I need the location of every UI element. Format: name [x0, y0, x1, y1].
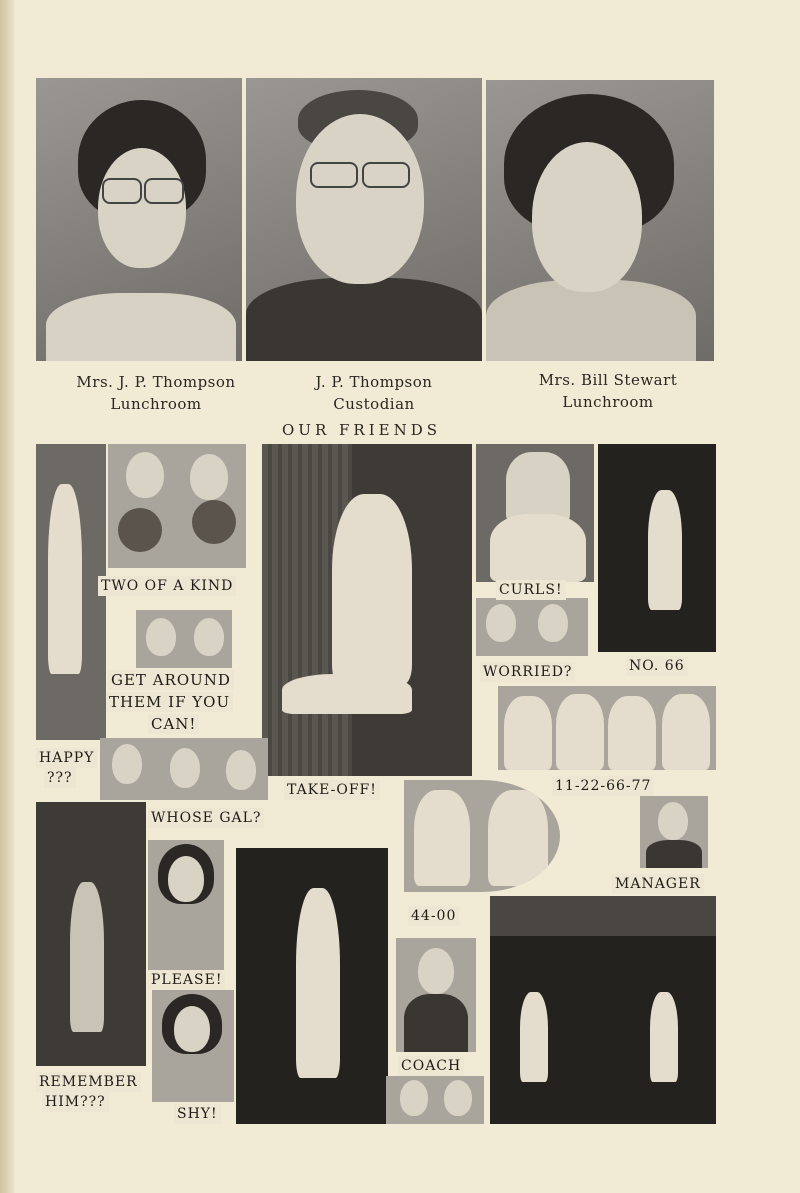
- portrait-jp-thompson: [246, 78, 482, 361]
- photo-runner-66: [236, 848, 388, 1124]
- photo-player-tossing-ball: [36, 444, 106, 740]
- page-binding-edge: [0, 0, 14, 1193]
- photo-girl-shy: [152, 990, 234, 1102]
- caption-score: 44-00: [408, 906, 459, 926]
- section-title: OUR FRIENDS: [282, 421, 442, 439]
- caption-curls: CURLS!: [496, 580, 566, 600]
- photo-girl-kneeling: [262, 444, 472, 776]
- photo-girl-whose-gal: [148, 840, 224, 970]
- photo-gym-game: [490, 896, 716, 1124]
- caption-two-of-a-kind: TWO OF A KIND: [98, 576, 236, 596]
- caption-shy: SHY!: [174, 1104, 221, 1124]
- caption-jersey-numbers: 11-22-66-77: [552, 776, 654, 796]
- caption-get-around-line-3: CAN!: [148, 714, 199, 734]
- caption-take-off: TAKE-OFF!: [284, 780, 380, 800]
- photo-two-girls-bottom: [386, 1076, 484, 1124]
- caption-no-66: NO. 66: [626, 656, 688, 676]
- caption-please: PLEASE!: [148, 970, 225, 990]
- staff-caption-2: [262, 371, 486, 415]
- caption-whose-gal: WHOSE GAL?: [148, 808, 264, 828]
- photo-manager: [640, 796, 708, 868]
- staff-role: Custodian: [333, 395, 415, 413]
- photo-two-girls-smiling: [136, 610, 232, 668]
- photo-curly-hair-player: [476, 444, 594, 582]
- caption-get-around-line-2: THEM IF YOU: [106, 692, 233, 712]
- caption-remember-line-1: REMEMBER: [36, 1072, 141, 1092]
- staff-role: Lunchroom: [110, 395, 202, 413]
- portrait-mrs-bill-stewart: [486, 80, 714, 361]
- photo-two-boys-worried: [476, 598, 588, 656]
- staff-name: J. P. Thompson: [315, 373, 433, 391]
- staff-name: Mrs. Bill Stewart: [538, 371, 678, 389]
- photo-player-no-66-dribbling: [598, 444, 716, 652]
- photo-three-friends-happy: [100, 738, 268, 800]
- staff-caption-3: [488, 369, 728, 413]
- portrait-mrs-jp-thompson: [36, 78, 242, 361]
- caption-happy-marks: ???: [44, 768, 76, 788]
- caption-remember-line-2: HIM???: [42, 1092, 109, 1112]
- caption-get-around-line-1: GET AROUND: [108, 670, 234, 690]
- photo-man-standing: [36, 802, 146, 1066]
- caption-happy: HAPPY: [36, 748, 97, 768]
- caption-manager: MANAGER: [612, 874, 704, 894]
- caption-coach: COACH: [398, 1056, 464, 1076]
- staff-role: Lunchroom: [562, 393, 654, 411]
- staff-name: Mrs. J. P. Thompson: [76, 373, 236, 391]
- photo-four-players-numbered: [498, 686, 716, 770]
- staff-caption-1: [36, 371, 276, 415]
- photo-two-girls-with-balls: [108, 444, 246, 568]
- photo-players-44-00: [404, 780, 560, 892]
- caption-worried: WORRIED?: [480, 662, 575, 682]
- photo-coach: [396, 938, 476, 1052]
